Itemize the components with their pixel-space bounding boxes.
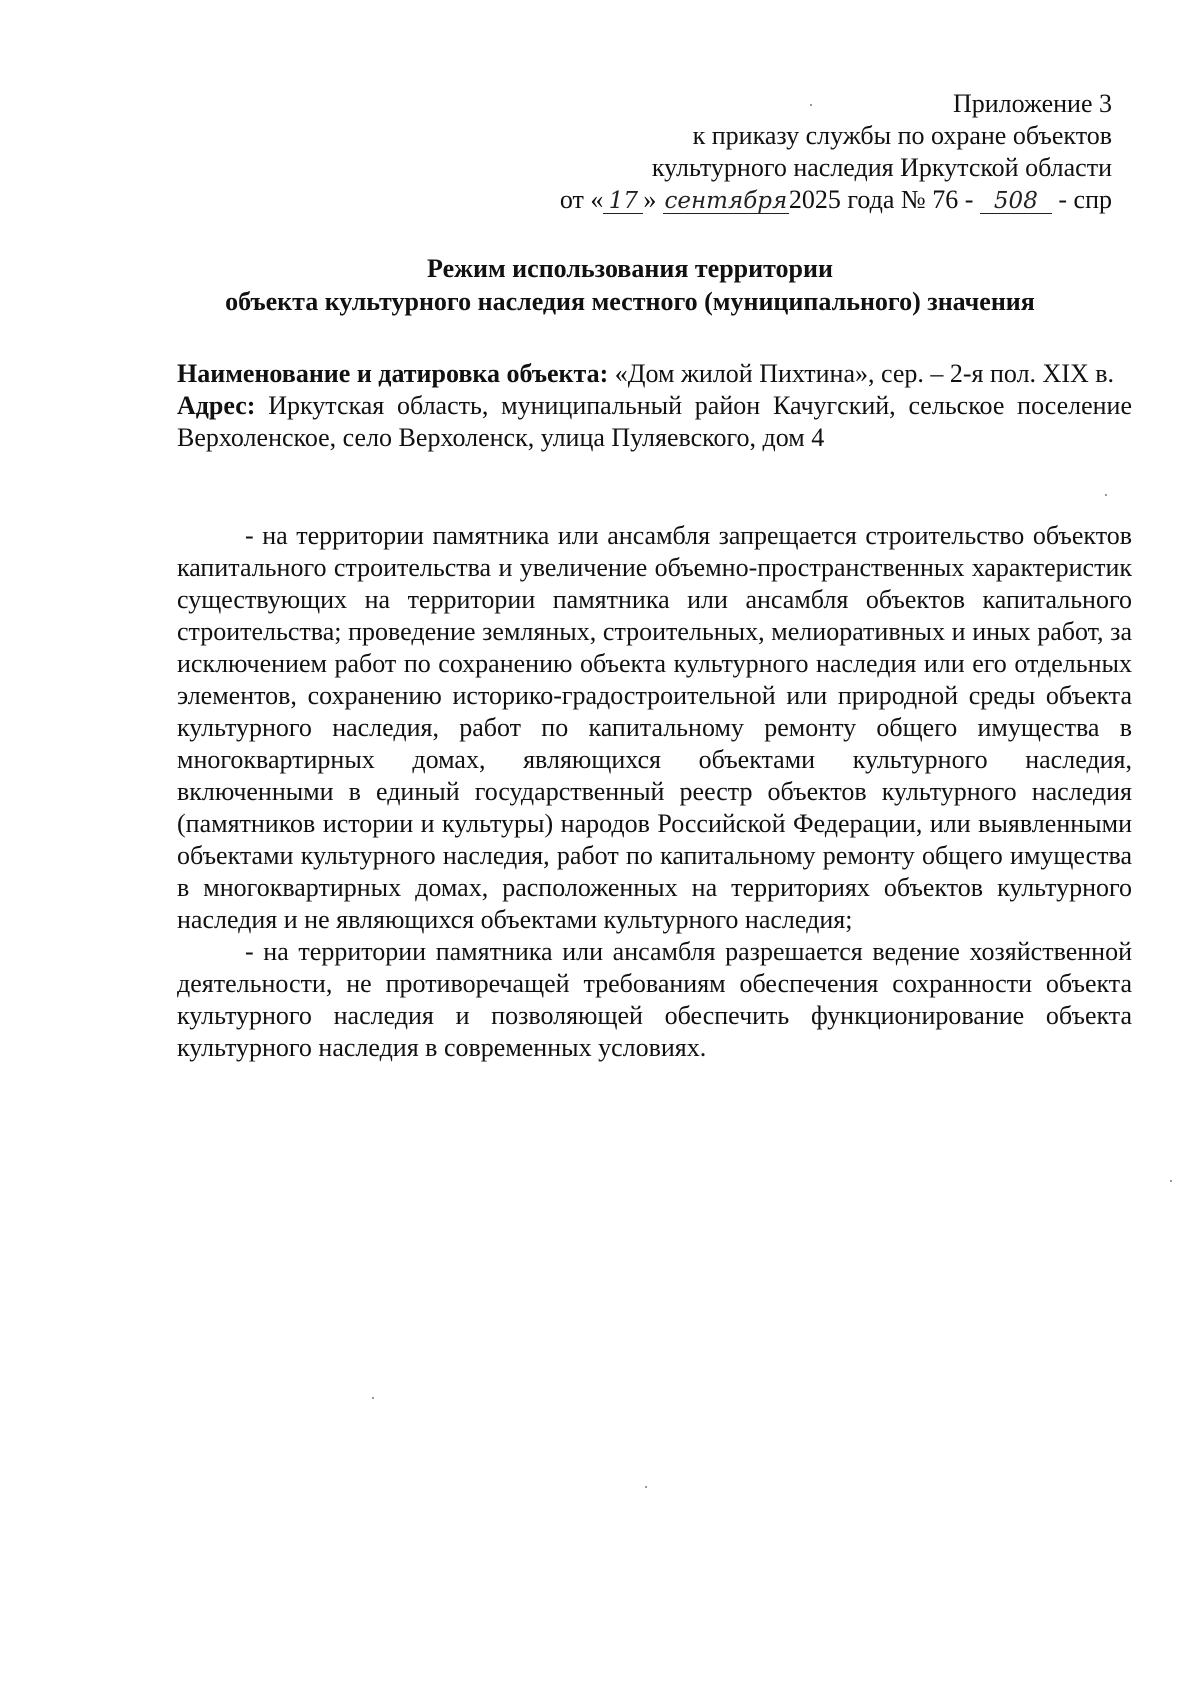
handwritten-day: 17 [603,189,643,214]
title-line-2: объекта культурного наследия местного (муниципального) значения [225,287,1035,316]
scan-speck [645,1486,647,1488]
date-prefix: от « [559,185,604,214]
address-label: Адрес: [177,391,256,420]
prohibition-paragraph: - на территории памятника или ансамбля запрещается строительство объектов капитального строительства и увеличение объемно-пространственных характеристик существующих на территории памятника или ансамбля объектов капитального строительства; проведение земляных, строительных, мелиоративных и иных работ, за исключением работ по сохранению объекта культурного наследия или его отдельных элементов, сохранению историко-градостроительной или природной среды объекта культурного наследия, работ по капитальному ремонту общего имущества в многоквартирных домах, являющихся объектами культурного наследия, включенными в единый государственный реестр объектов культурного наследия (памятников истории и культуры) народов Российской Федерации, или выявленными объектами культурного наследия, работ по капитальному ремонту общего имущества в многоквартирных домах, расположенных на территориях объектов культурного наследия и не являющихся объектами культурного наследия; [177,521,1132,934]
order-suffix: - спр [1058,185,1112,214]
object-name-value: «Дом жилой Пихтина», сер. – 2-я пол. XIX в. [614,359,1115,388]
regime-text [177,520,1132,1064]
title-line-1: Режим использования территории [427,254,833,283]
order-year: 2025 года № 76 - [788,185,974,214]
scan-speck [1170,1180,1172,1182]
handwritten-order-number: 508 [980,189,1052,214]
date-close-quote: » [643,185,657,214]
handwritten-month: сентября [664,188,788,214]
permission-paragraph: - на территории памятника или ансамбля разрешается ведение хозяйственной деятельности, не противоречащей требованиям обеспечения сохранности объекта культурного наследия и позволяющей обеспечить функционирование объекта культурного наследия в современных условиях. [177,937,1132,1062]
address-value: Иркутская область, муниципальный район Качугский, сельское поселение Верхоленское, село Верхоленск, улица Пуляевского, дом 4 [177,391,1133,452]
object-info [177,358,1132,454]
order-reference: к приказу службы по охране объектов [692,121,1112,150]
scan-speck [1105,494,1107,496]
object-address [177,390,1132,454]
document-title [150,252,1110,318]
scan-speck [810,104,812,106]
object-name-label: Наименование и датировка объекта: [177,359,609,388]
issuing-authority: культурного наследия Иркутской области [651,153,1112,182]
scan-speck [372,1397,374,1399]
appendix-header [560,88,1112,216]
order-date-line [560,184,1112,216]
appendix-number: Приложение 3 [952,89,1112,118]
object-name [177,358,1132,390]
